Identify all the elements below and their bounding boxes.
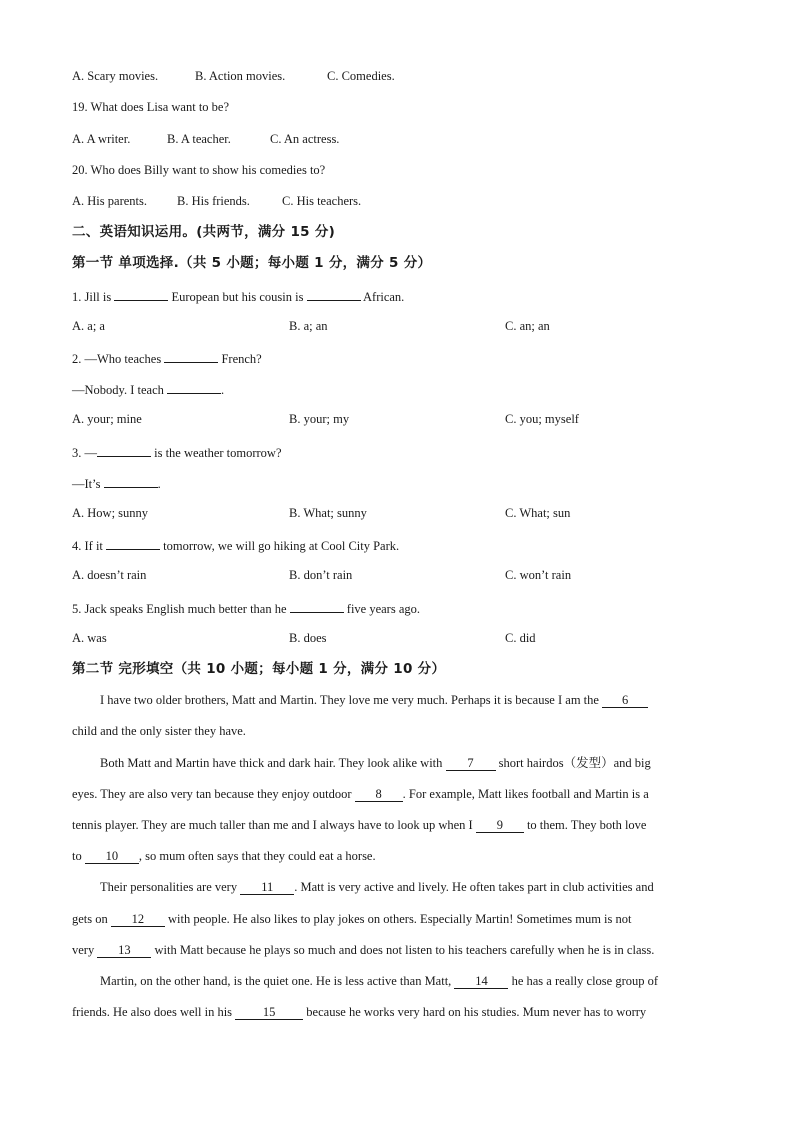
mc2-text-pre2: —Nobody. I teach xyxy=(72,383,167,397)
part2-heading: 二、英语知识运用。(共两节，满分 15 分) xyxy=(72,224,336,240)
mc1-text-mid: European but his cousin is xyxy=(168,290,307,304)
cloze-text: because he works very hard on his studies. Mum never has to worry xyxy=(306,1005,647,1019)
q20-option-a: A. His parents. xyxy=(72,194,147,208)
mc1-text-pre: 1. Jill is xyxy=(72,290,115,304)
mc2-text-post: French? xyxy=(218,352,262,366)
answer-blank xyxy=(290,599,344,613)
mc1-option-c: C. an; an xyxy=(505,319,550,333)
mc3-text-post2: . xyxy=(157,477,161,491)
mc1-text-post: African. xyxy=(360,290,405,304)
q19-option-b: B. A teacher. xyxy=(167,132,231,146)
cloze-text: , so mum often says that they could eat a horse. xyxy=(138,849,376,863)
cloze-text: to them. They both love xyxy=(526,818,647,832)
cloze-text: he has a really close group of xyxy=(511,974,659,988)
q20-option-b: B. His friends. xyxy=(177,194,250,208)
cloze-blank-9: 9 xyxy=(476,819,524,833)
mc3-text-pre2: —It’s xyxy=(72,477,104,491)
mc3-option-c: C. What; sun xyxy=(505,506,571,520)
mc1-option-a: A. a; a xyxy=(72,319,105,333)
cloze-p1-line2: child and the only sister they have. xyxy=(72,724,246,738)
mc5-option-b: B. does xyxy=(289,631,327,645)
cloze-text: to xyxy=(72,849,82,863)
cloze-text: friends. He also does well in his xyxy=(72,1005,233,1019)
mc2-option-a: A. your; mine xyxy=(72,412,142,426)
answer-blank xyxy=(307,287,361,301)
mc5-option-a: A. was xyxy=(72,631,107,645)
cloze-p3-line1 xyxy=(100,879,654,895)
q19-option-c: C. An actress. xyxy=(270,132,340,146)
cloze-p2-line4 xyxy=(72,848,376,864)
mc3-option-b: B. What; sunny xyxy=(289,506,367,520)
mc5-stem xyxy=(72,599,420,617)
mc2-text-pre: 2. —Who teaches xyxy=(72,352,165,366)
cloze-blank-15: 15 xyxy=(235,1006,303,1020)
cloze-text: with people. He also likes to play jokes on others. Especially Martin! Sometimes mum is not xyxy=(168,912,632,926)
mc4-option-c: C. won’t rain xyxy=(505,568,572,582)
answer-blank xyxy=(106,536,160,550)
cloze-blank-6: 6 xyxy=(602,694,648,708)
answer-blank xyxy=(167,380,221,394)
section1-heading: 第一节 单项选择.（共 5 小题；每小题 1 分，满分 5 分） xyxy=(72,255,432,271)
mc3-stem-line2 xyxy=(72,474,161,492)
cloze-p3-line3 xyxy=(72,942,654,958)
mc1-stem xyxy=(72,287,404,305)
cloze-blank-12: 12 xyxy=(111,913,165,927)
q20-stem: 20. Who does Billy want to show his comedies to? xyxy=(72,163,326,177)
q18-option-b: B. Action movies. xyxy=(195,69,286,83)
cloze-text: gets on xyxy=(72,912,108,926)
cloze-text: short hairdos（发型）and big xyxy=(498,756,651,770)
mc2-stem-line1 xyxy=(72,349,262,367)
cloze-text: tennis player. They are much taller than me and I always have to look up when I xyxy=(72,818,473,832)
cloze-p1-line1 xyxy=(100,692,648,708)
q20-option-c: C. His teachers. xyxy=(282,194,362,208)
cloze-p2-line2 xyxy=(72,786,649,802)
section2-heading: 第二节 完形填空（共 10 小题；每小题 1 分，满分 10 分） xyxy=(72,661,446,677)
cloze-blank-14: 14 xyxy=(454,975,508,989)
cloze-blank-10: 10 xyxy=(85,850,139,864)
mc4-text-post: tomorrow, we will go hiking at Cool City Park. xyxy=(160,539,400,553)
cloze-text: . For example, Matt likes football and Martin is a xyxy=(402,787,649,801)
mc5-option-c: C. did xyxy=(505,631,536,645)
cloze-blank-13: 13 xyxy=(97,944,151,958)
cloze-text: with Matt because he plays so much and does not listen to his teachers carefully when he is in class. xyxy=(154,943,655,957)
mc2-option-b: B. your; my xyxy=(289,412,350,426)
mc3-stem-line1 xyxy=(72,443,282,461)
mc3-text-post: is the weather tomorrow? xyxy=(151,446,282,460)
answer-blank xyxy=(114,287,168,301)
q18-option-a: A. Scary movies. xyxy=(72,69,159,83)
cloze-p4-line2 xyxy=(72,1004,646,1020)
mc4-option-b: B. don’t rain xyxy=(289,568,353,582)
mc3-text-pre: 3. — xyxy=(72,446,97,460)
cloze-p4-line1 xyxy=(100,973,658,989)
cloze-p2-line3 xyxy=(72,817,646,833)
q19-option-a: A. A writer. xyxy=(72,132,131,146)
mc4-option-a: A. doesn’t rain xyxy=(72,568,147,582)
cloze-text: . Matt is very active and lively. He often takes part in club activities and xyxy=(294,880,654,894)
cloze-text: I have two older brothers, Matt and Martin. They love me very much. Perhaps it is because I am the xyxy=(100,693,599,707)
mc2-option-c: C. you; myself xyxy=(505,412,579,426)
mc3-option-a: A. How; sunny xyxy=(72,506,149,520)
answer-blank xyxy=(104,474,158,488)
cloze-text: Their personalities are very xyxy=(100,880,238,894)
cloze-p3-line2 xyxy=(72,911,632,927)
q19-stem: 19. What does Lisa want to be? xyxy=(72,100,230,114)
answer-blank xyxy=(164,349,218,363)
mc1-option-b: B. a; an xyxy=(289,319,328,333)
cloze-text: very xyxy=(72,943,95,957)
mc4-text-pre: 4. If it xyxy=(72,539,107,553)
mc2-stem-line2 xyxy=(72,380,224,398)
cloze-blank-8: 8 xyxy=(355,788,403,802)
mc5-text-pre: 5. Jack speaks English much better than he xyxy=(72,602,290,616)
mc5-text-post: five years ago. xyxy=(343,602,421,616)
mc2-text-post2: . xyxy=(221,383,225,397)
answer-blank xyxy=(97,443,151,457)
cloze-blank-7: 7 xyxy=(446,757,496,771)
cloze-text: eyes. They are also very tan because they enjoy outdoor xyxy=(72,787,352,801)
cloze-text: Martin, on the other hand, is the quiet one. He is less active than Matt, xyxy=(100,974,452,988)
cloze-p2-line1 xyxy=(100,755,651,771)
cloze-text: Both Matt and Martin have thick and dark hair. They look alike with xyxy=(100,756,443,770)
mc4-stem xyxy=(72,536,399,554)
q18-option-c: C. Comedies. xyxy=(327,69,395,83)
cloze-blank-11: 11 xyxy=(240,881,294,895)
